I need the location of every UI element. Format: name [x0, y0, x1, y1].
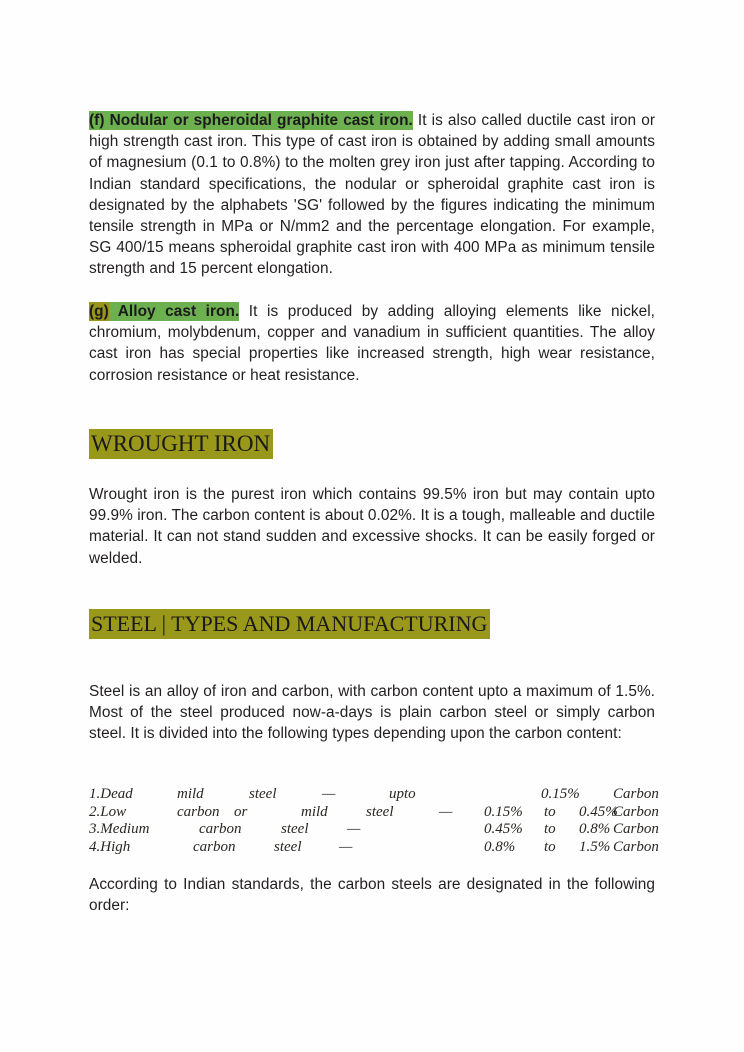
steel-type-word: carbon [177, 803, 220, 820]
steel-type-word: steel [249, 786, 277, 802]
steel-type-range-high: 0.8% [579, 821, 611, 837]
heading-steel-text: STEEL | TYPES AND MANUFACTURING [89, 609, 490, 639]
steel-type-word: — [347, 821, 361, 837]
paragraph-nodular-cast-iron [89, 110, 655, 280]
steel-type-word: — [339, 838, 353, 855]
steel-type-word: carbon [199, 821, 242, 837]
steel-type-row [89, 803, 659, 822]
steel-type-row [89, 821, 659, 839]
steel-type-connector: to [544, 803, 556, 820]
steel-type-index: 1.Dead [89, 786, 133, 802]
steel-type-index: 2.Low [89, 803, 127, 820]
steel-type-element: Carbon [613, 803, 659, 820]
steel-types-list [89, 786, 659, 856]
steel-type-range-high: 1.5% [579, 838, 611, 855]
paragraph-steel-intro: Steel is an alloy of iron and carbon, with carbon content upto a maximum of 1.5%. Most of the steel produced now-a-days is plain carbon steel or simply carbon steel. It is divided into the following types depending upon the carbon content: [89, 683, 655, 743]
steel-type-range-high: 0.45% [579, 803, 618, 820]
steel-type-connector: to [544, 838, 556, 855]
steel-type-word: or [234, 803, 248, 820]
steel-type-range-low: 0.8% [484, 838, 516, 855]
steel-type-range-low: 0.45% [484, 821, 523, 837]
steel-type-range-low: 0.15% [484, 803, 523, 820]
highlight-alloy-label: Alloy cast iron. [108, 303, 240, 320]
steel-type-word: steel [274, 838, 302, 855]
paragraph-wrought-iron: Wrought iron is the purest iron which contains 99.5% iron but may contain upto 99.9% iron. The carbon content is about 0.02%. It is a tough, malleable and ductile material. It can not stand sudden and excessive shocks. It can be easily forged or welded. [89, 486, 655, 567]
steel-type-connector: to [544, 821, 556, 837]
steel-type-range-high: 0.15% [541, 786, 580, 802]
steel-type-row [89, 838, 659, 857]
steel-type-word: — [322, 786, 336, 802]
steel-type-element: Carbon [613, 786, 659, 802]
paragraph-alloy-cast-iron [89, 301, 655, 386]
steel-type-row [89, 786, 659, 804]
highlight-nodular-label: (f) Nodular or spheroidal graphite cast iron. [89, 112, 413, 129]
heading-steel-types-manufacturing [89, 609, 490, 639]
heading-wrought-iron [89, 429, 273, 459]
highlight-alloy-marker: (g) [89, 303, 109, 320]
steel-type-word: mild [301, 803, 328, 820]
paragraph-alloy-body: It is produced by adding alloying elements like nickel, chromium, molybdenum, copper and vanadium in sufficient quantities. The alloy cast iron has special properties like increased strength, high wear resistance, corrosion resistance or heat resistance. [89, 303, 655, 384]
steel-type-element: Carbon [613, 838, 659, 855]
steel-type-index: 4.High [89, 838, 131, 855]
heading-wrought-iron-text: WROUGHT IRON [89, 429, 273, 459]
steel-type-word: mild [177, 786, 204, 802]
steel-type-element: Carbon [613, 821, 659, 837]
steel-type-word: carbon [193, 838, 236, 855]
steel-type-word: steel [366, 803, 394, 820]
paragraph-steel-outro: According to Indian standards, the carbon steels are designated in the following order: [89, 876, 655, 915]
steel-type-index: 3.Medium [89, 821, 150, 837]
steel-type-word: — [439, 803, 453, 820]
paragraph-nodular-body: It is also called ductile cast iron or high strength cast iron. This type of cast iron is obtained by adding small amounts of magnesium (0.1 to 0.8%) to the molten grey iron just after tapping. According to Indian standard specifications, the nodular or spheroidal graphite cast iron is designated by the alphabets 'SG' followed by the figures indicating the minimum tensile strength in MPa or N/mm2 and the percentage elongation. For example, SG 400/15 means spheroidal graphite cast iron with 400 MPa as minimum tensile strength and 15 percent elongation. [89, 112, 655, 278]
steel-type-word: steel [281, 821, 309, 837]
steel-type-word: upto [389, 786, 416, 802]
